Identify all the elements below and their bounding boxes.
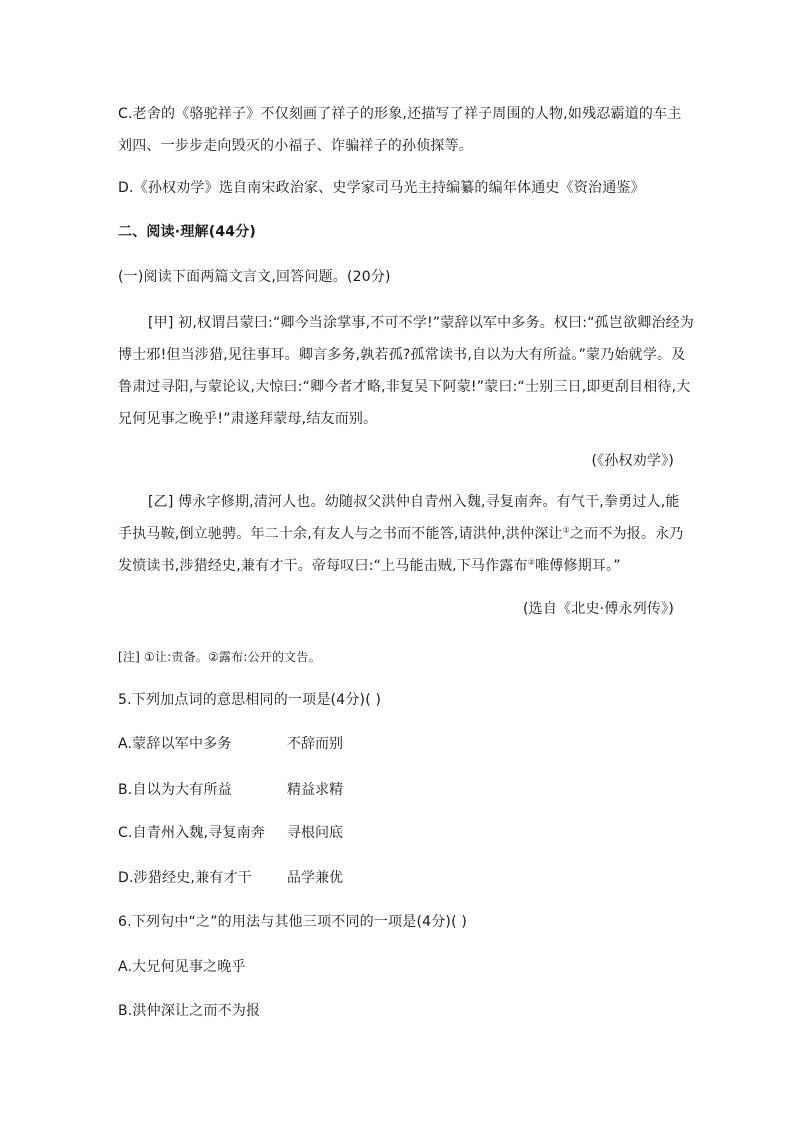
question-5-option-c-compare: 寻根问底 — [287, 825, 343, 841]
question-4-option-c-line-2: 刘四、一步步走向毁灭的小福子、诈骗祥子的孙侦探等。 — [118, 138, 473, 154]
question-6-stem: 6.下列句中“之”的用法与其他三项不同的一项是(4分)( ) — [118, 914, 468, 930]
question-5-option-b: B.自以为大有所益 — [118, 782, 232, 798]
passage-a-line-2: 博士邪!但当涉猎,见往事耳。卿言多务,孰若孤?孤常读书,自以为大有所益。”蒙乃始就学。及 — [118, 347, 686, 363]
question-6-option-a: A.大兄何见事之晚乎 — [118, 959, 246, 975]
question-5-option-a-compare: 不辞而别 — [287, 736, 343, 752]
section-heading: 二、阅读·理解(44分) — [118, 224, 256, 240]
passage-a-line-3: 鲁肃过寻阳,与蒙论议,大惊曰:“卿今者才略,非复吴下阿蒙!”蒙曰:“士别三日,即更刮目相待,大 — [118, 379, 691, 395]
passage-b-line-3 — [118, 556, 621, 576]
question-6-option-b: B.洪仲深让之而不为报 — [118, 1003, 261, 1019]
passage-b-note: [注] ①让:责备。②露布:公开的文告。 — [118, 650, 321, 664]
section-sub-heading: (一)阅读下面两篇文言文,回答问题。(20分) — [118, 269, 391, 285]
passage-b-line-2-tail: 之而不为报。永乃 — [569, 526, 684, 542]
question-5-option-d: D.涉猎经史,兼有才干 — [118, 870, 252, 886]
passage-a-source: (《孙权劝学》) — [591, 453, 674, 469]
question-5-option-b-compare: 精益求精 — [287, 782, 343, 798]
passage-b-line-3-text: 发愤读书,涉猎经史,兼有才干。帝每叹曰:“上马能击贼,下马作露布 — [118, 558, 528, 574]
question-5-stem: 5.下列加点词的意思相同的一项是(4分)( ) — [118, 692, 382, 708]
passage-b-line-1: [乙] 傅永字修期,清河人也。幼随叔父洪仲自青州入魏,寻复南奔。有气干,拳勇过人,能 — [148, 494, 680, 510]
question-4-option-c-line-1: C.老舍的《骆驼祥子》不仅刻画了祥子的形象,还描写了祥子周围的人物,如残忍霸道的车主 — [118, 106, 682, 122]
passage-b-line-2 — [118, 524, 684, 544]
footnote-marker-2: ② — [527, 557, 536, 567]
footnote-marker-1: ① — [562, 525, 570, 535]
passage-b-source: (选自《北史·傅永列传》) — [523, 601, 674, 617]
passage-a-line-1: [甲] 初,权谓吕蒙曰:“卿今当涂掌事,不可不学!”蒙辞以军中多务。权曰:“孤岂欲卿治经为 — [148, 315, 695, 331]
question-5-option-c: C.自青州入魏,寻复南奔 — [118, 825, 266, 841]
question-5-option-d-compare: 品学兼优 — [287, 870, 343, 886]
question-5-option-a: A.蒙辞以军中多务 — [118, 736, 232, 752]
passage-b-line-2-text: 手执马鞍,倒立驰骋。年二十余,有友人与之书而不能答,请洪仲,洪仲深让 — [118, 526, 563, 542]
question-4-option-d: D.《孙权劝学》选自南宋政治家、史学家司马光主持编纂的编年体通史《资治通鉴》 — [118, 180, 645, 196]
passage-a-line-4: 兄何见事之晚乎!”肃遂拜蒙母,结友而别。 — [118, 411, 378, 427]
passage-b-line-3-tail: 唯傅修期耳。” — [535, 558, 621, 574]
